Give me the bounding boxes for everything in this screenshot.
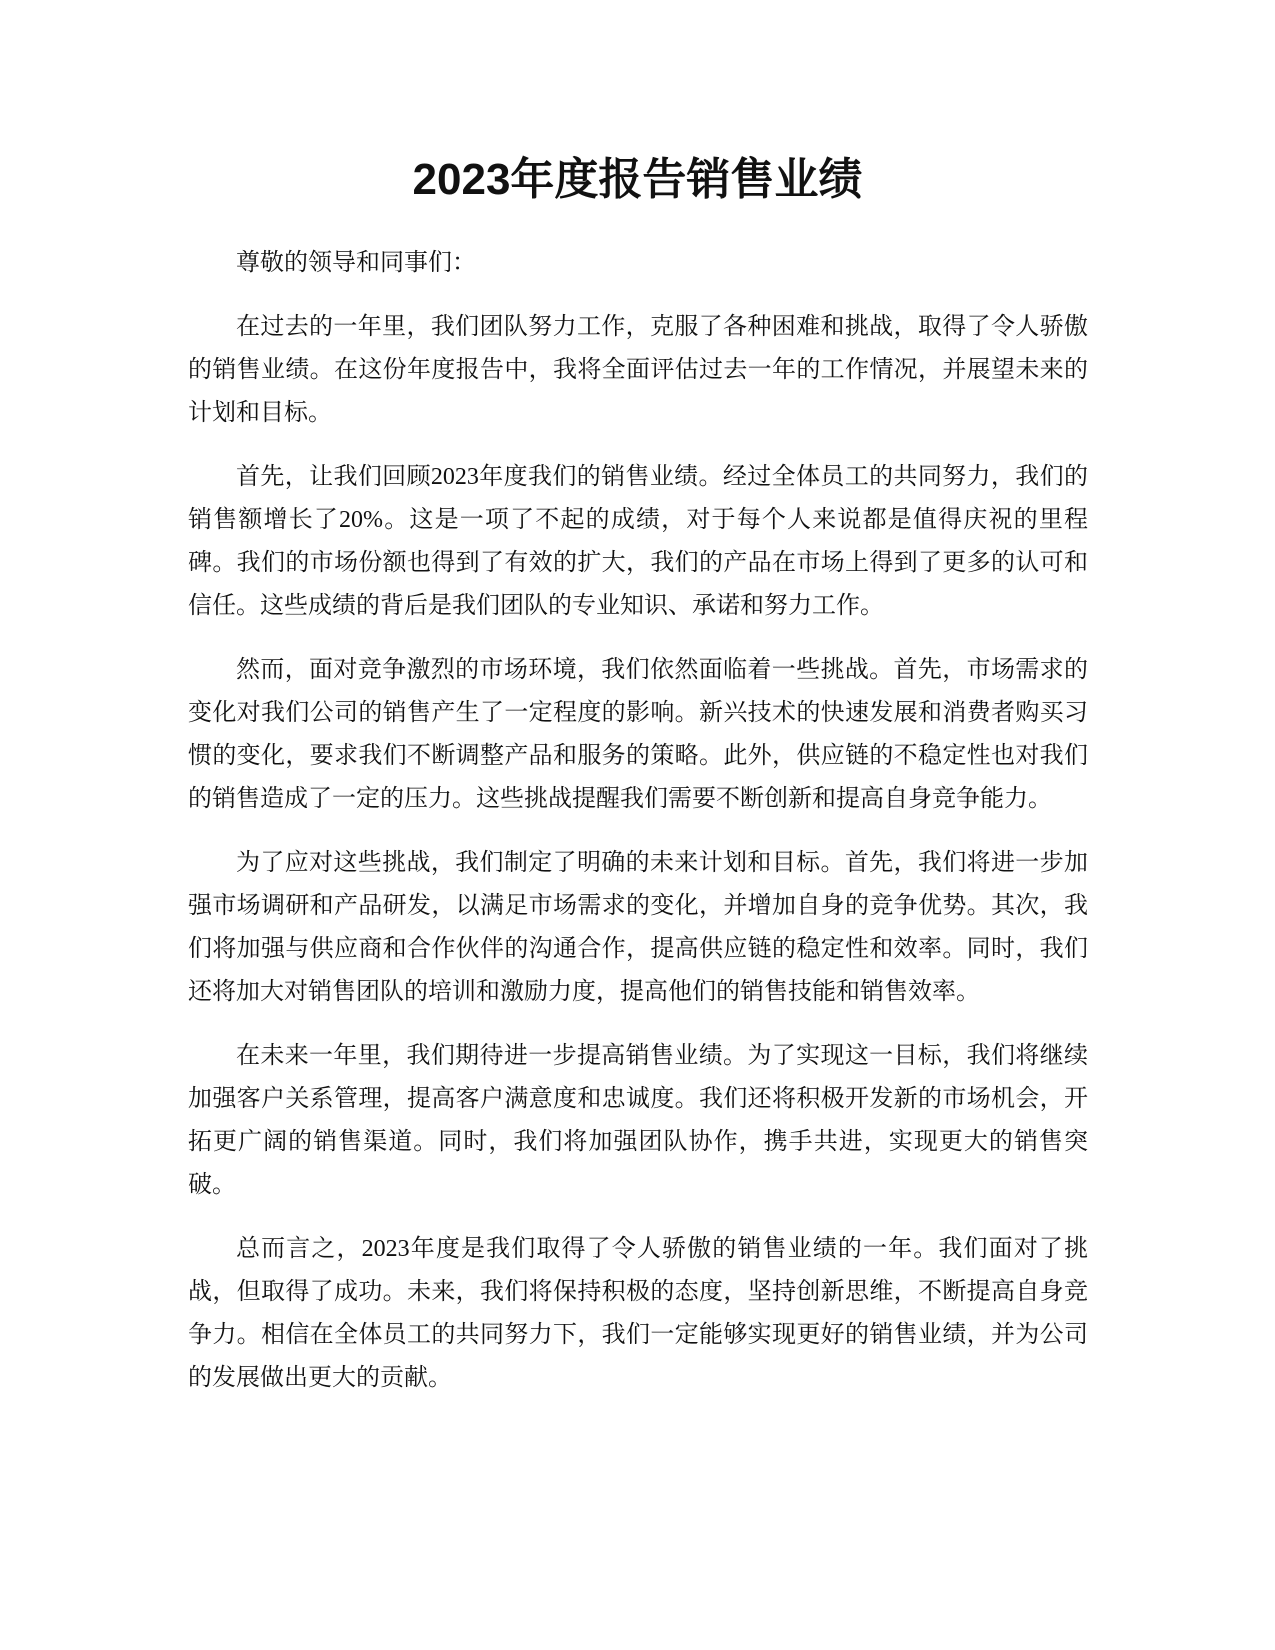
- paragraph-challenges: 然而，面对竞争激烈的市场环境，我们依然面临着一些挑战。首先，市场需求的变化对我们公司的销售产生了一定程度的影响。新兴技术的快速发展和消费者购买习惯的变化，要求我们不断调整产品和服务的策略。此外，供应链的不稳定性也对我们的销售造成了一定的压力。这些挑战提醒我们需要不断创新和提高自身竞争能力。: [188, 657, 1088, 812]
- paragraph-plans: 为了应对这些挑战，我们制定了明确的未来计划和目标。首先，我们将进一步加强市场调研和产品研发，以满足市场需求的变化，并增加自身的竞争优势。其次，我们将加强与供应商和合作伙伴的沟通合作，提高供应链的稳定性和效率。同时，我们还将加大对销售团队的培训和激励力度，提高他们的销售技能和销售效率。: [188, 850, 1088, 1005]
- document-body: [188, 242, 1088, 1421]
- paragraph-intro: 在过去的一年里，我们团队努力工作，克服了各种困难和挑战，取得了令人骄傲的销售业绩。在这份年度报告中，我将全面评估过去一年的工作情况，并展望未来的计划和目标。: [188, 314, 1088, 426]
- salutation: 尊敬的领导和同事们：: [236, 250, 476, 276]
- document-title: 2023年度报告销售业绩: [412, 155, 863, 204]
- paragraph-review: 首先，让我们回顾2023年度我们的销售业绩。经过全体员工的共同努力，我们的销售额增长了20%。这是一项了不起的成绩，对于每个人来说都是值得庆祝的里程碑。我们的市场份额也得到了有效的扩大，我们的产品在市场上得到了更多的认可和信任。这些成绩的背后是我们团队的专业知识、承诺和努力工作。: [188, 464, 1088, 619]
- paragraph-expectations: 在未来一年里，我们期待进一步提高销售业绩。为了实现这一目标，我们将继续加强客户关系管理，提高客户满意度和忠诚度。我们还将积极开发新的市场机会，开拓更广阔的销售渠道。同时，我们将加强团队协作，携手共进，实现更大的销售突破。: [188, 1043, 1088, 1198]
- paragraph-conclusion: 总而言之，2023年度是我们取得了令人骄傲的销售业绩的一年。我们面对了挑战，但取得了成功。未来，我们将保持积极的态度，坚持创新思维，不断提高自身竞争力。相信在全体员工的共同努力下，我们一定能够实现更好的销售业绩，并为公司的发展做出更大的贡献。: [188, 1236, 1088, 1391]
